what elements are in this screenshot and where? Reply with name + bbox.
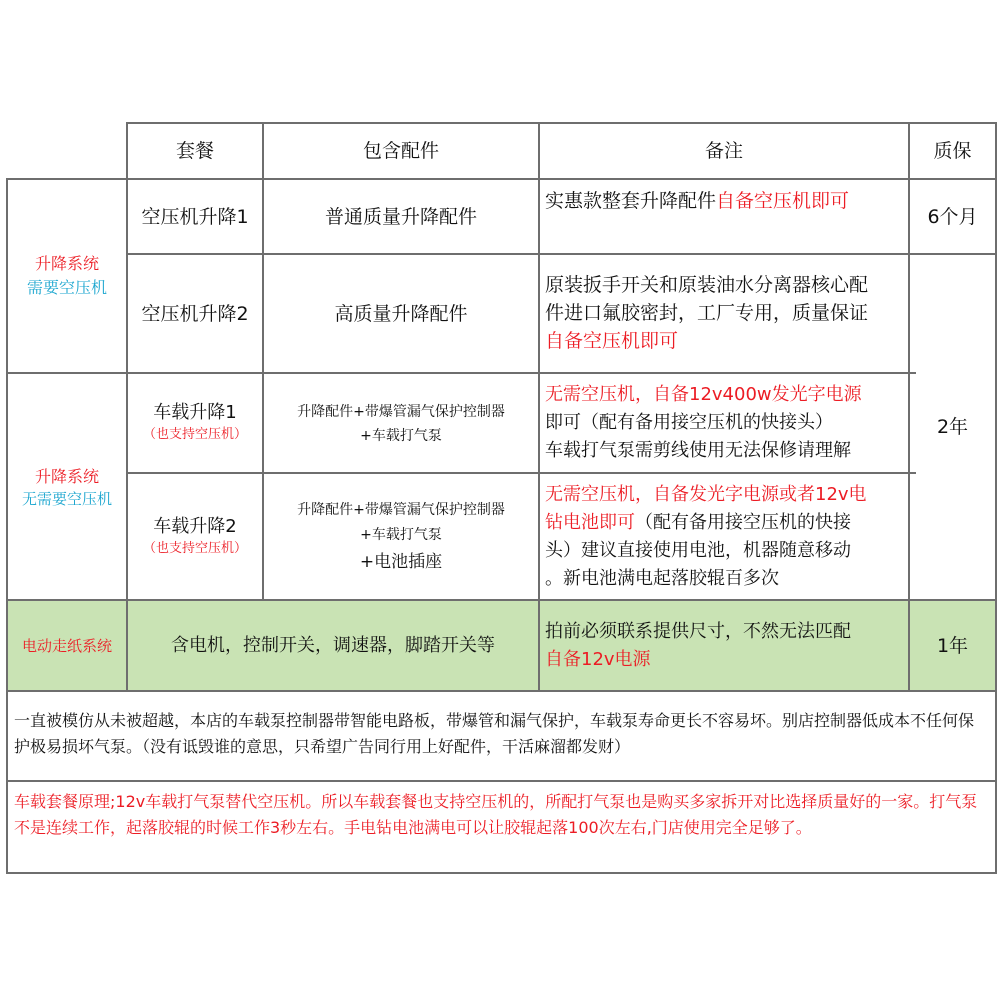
row5-warranty [910, 601, 995, 690]
footer-paragraph-2: 车载套餐原理;12v车载打气泵替代空压机。所以车载套餐也支持空压机的，所配打气泵也是购买多家拆开对比选择质量好的一家。打气泵不是连续工作，起落胶辊的时候工作3秒左右。手电钻电池满电可以让胶辊起落100次左右,门店使用完全足够了。 [14, 792, 978, 837]
notes-red: 钻电池即可 [545, 511, 635, 533]
warranty-text: 1年 [936, 634, 969, 657]
group-title: 升降系统 [34, 466, 99, 486]
package-name: 车载升降2 [153, 515, 237, 537]
shared-warranty [910, 255, 995, 599]
notes-text [545, 187, 849, 215]
row5-notes [540, 601, 908, 690]
group-electric-feed [8, 601, 126, 690]
notes-black: 实惠款整套升降配件 [545, 190, 717, 212]
parts-line: 升降配件+带爆管漏气保护控制器 [297, 501, 505, 518]
row4-package [128, 474, 262, 599]
notes-red: 无需空压机，自备发光字电源或者12v电 [545, 483, 867, 505]
notes-line: 。新电池满电起落胶辊百多次 [545, 567, 779, 589]
row4-notes [540, 474, 908, 599]
notes-line: 头）建议直接使用电池，机器随意移动 [545, 539, 851, 561]
package-name: 空压机升降2 [141, 302, 249, 325]
parts-text: 高质量升降配件 [334, 302, 468, 325]
row4-parts [264, 474, 538, 599]
header-parts [264, 124, 538, 178]
group-title: 电动走纸系统 [21, 636, 112, 655]
row3-notes [540, 374, 908, 472]
parts-text: 普通质量升降配件 [324, 205, 477, 228]
notes-line [545, 509, 851, 537]
package-name: 空压机升降1 [141, 205, 249, 228]
parts-line: 升降配件+带爆管漏气保护控制器 [297, 404, 505, 420]
parts-line: +车载打气泵 [360, 428, 442, 444]
notes-red: 自备空压机即可 [545, 330, 679, 352]
group-subtitle: 无需要空压机 [21, 489, 112, 508]
package-name: 车载升降1 [153, 402, 237, 423]
group-lift-without-compressor [8, 374, 126, 599]
header-package-label: 套餐 [175, 140, 214, 162]
row5-parts [128, 601, 538, 690]
grid-line [995, 122, 997, 874]
grid-line [6, 872, 996, 874]
row3-parts [264, 374, 538, 472]
row1-warranty [910, 180, 995, 253]
row2-package [128, 255, 262, 372]
notes-red: 无需空压机，自备12v400w发光字电源 [545, 384, 862, 405]
notes-line: 原装扳手开关和原装油水分离器核心配 [545, 274, 869, 296]
header-warranty-label: 质保 [933, 140, 972, 162]
group-title: 升降系统 [34, 254, 99, 273]
row3-package [128, 374, 262, 472]
notes-red: 自备空压机即可 [716, 190, 850, 212]
row1-package [128, 180, 262, 253]
group-lift-with-compressor [8, 180, 126, 372]
row1-parts [264, 180, 538, 253]
footer-paragraph-1: 一直被模仿从未被超越，本店的车载泵控制器带智能电路板，带爆管和漏气保护，车载泵寿命更长不容易坏。别店控制器低成本不任何保护极易损坏气泵。（没有诋毁谁的意思，只希望广告同行用上好配件，干活麻溜都发财） [14, 711, 975, 756]
notes-line: 件进口氟胶密封，工厂专用，质量保证 [545, 302, 869, 324]
parts-line: +车载打气泵 [360, 526, 442, 543]
package-sub: （也支持空压机） [142, 427, 247, 442]
header-package [128, 124, 262, 178]
parts-text: 含电机，控制开关，调速器，脚踏开关等 [171, 634, 495, 656]
parts-line: +电池插座 [359, 551, 443, 572]
notes-line: 即可（配有备用接空压机的快接头） [545, 412, 833, 433]
grid-line [6, 690, 996, 692]
group-subtitle: 需要空压机 [26, 278, 107, 297]
header-notes-label: 备注 [704, 140, 743, 162]
notes-black: （配有备用接空压机的快接 [635, 511, 851, 533]
warranty-text: 2年 [936, 416, 969, 438]
row2-notes [540, 268, 908, 358]
package-sub: （也支持空压机） [142, 540, 247, 556]
row1-notes [540, 180, 908, 222]
grid-line [6, 780, 996, 782]
header-notes [540, 124, 908, 178]
header-warranty [910, 124, 995, 178]
row2-parts [264, 255, 538, 372]
warranty-text: 6个月 [927, 205, 978, 228]
notes-black: 拍前必须联系提供尺寸，不然无法匹配 [545, 620, 851, 642]
header-parts-label: 包含配件 [362, 140, 439, 162]
notes-line: 车载打气泵需剪线使用无法保修请理解 [545, 440, 851, 461]
notes-red: 自备12v电源 [545, 648, 651, 670]
